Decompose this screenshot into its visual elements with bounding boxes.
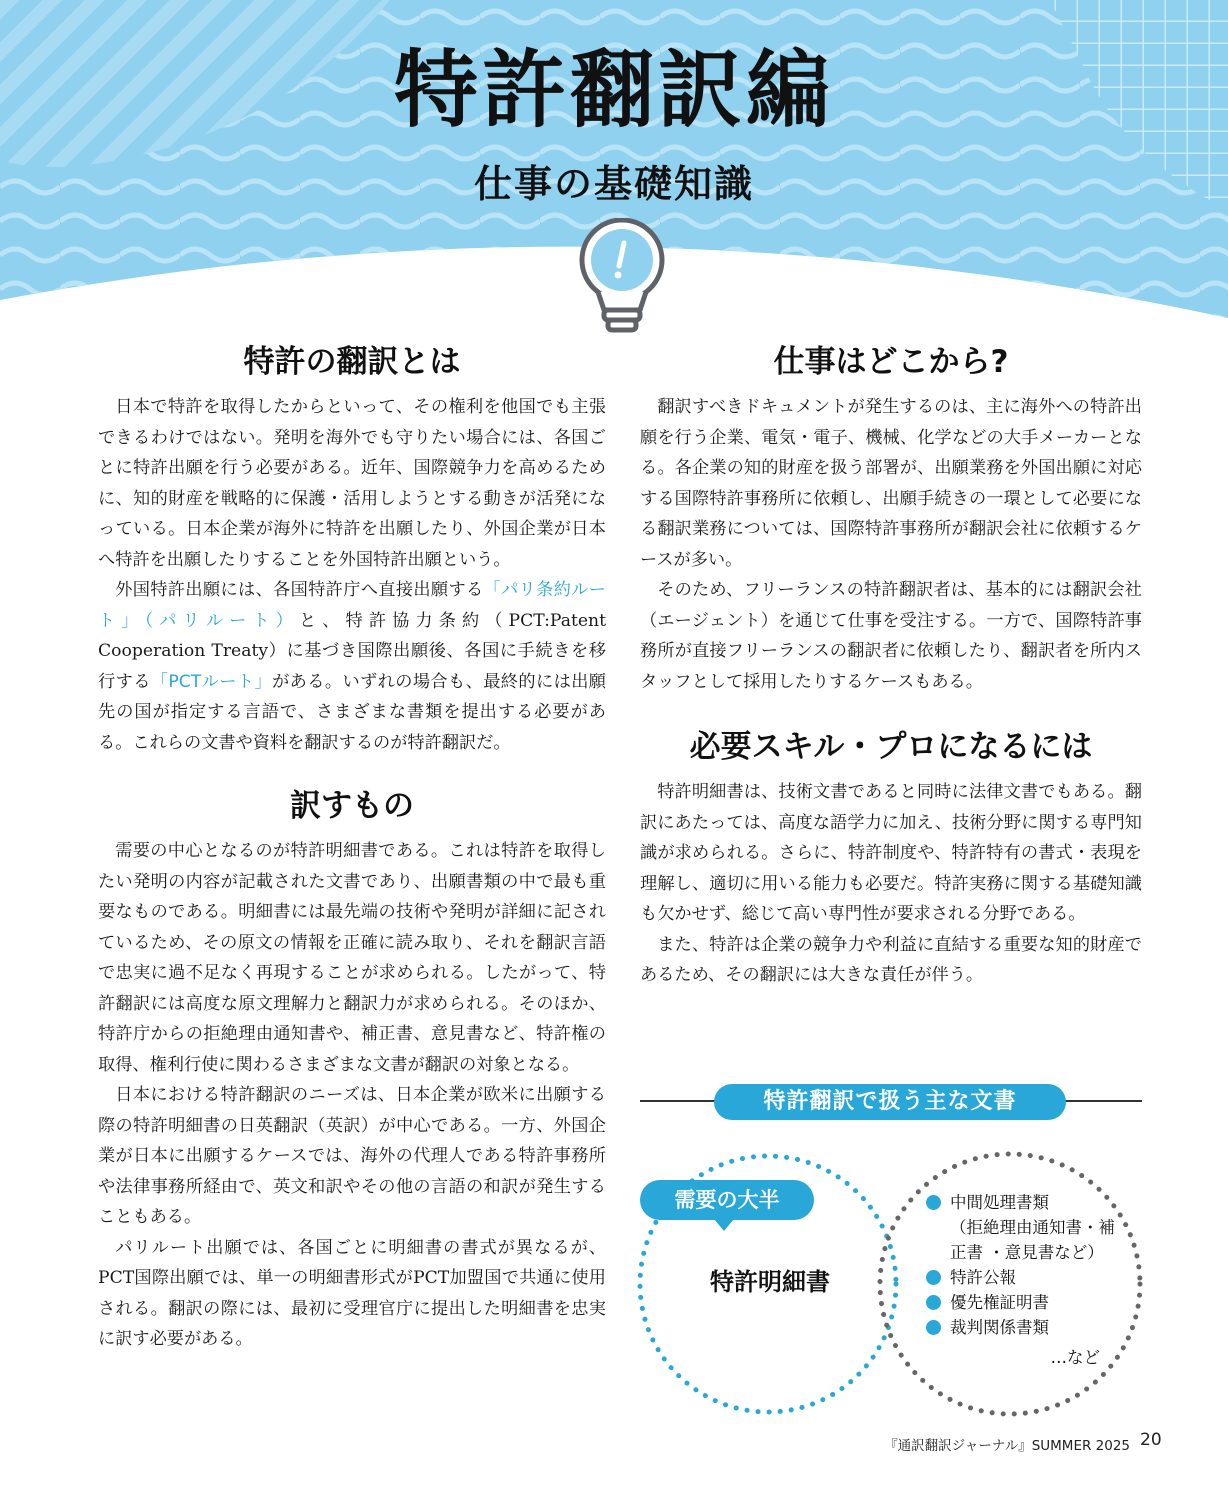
publication-footer: 『通訳翻訳ジャーナル』SUMMER 2025 [884,1438,1130,1454]
page-number: 20 [1140,1430,1162,1450]
paragraph-text: と、特許協力条約（PCT:Patent Cooperation Treaty）に基づき国際出願後、各国に手続きを移行する [98,610,607,692]
list-etc-note: …など [1050,1348,1100,1367]
list-item-sublabel: （拒絶理由通知書・補正書 ・意見書など） [950,1218,1115,1262]
section-heading: 必要スキル・プロになるには [689,729,1093,765]
main-document-label: 特許明細書 [710,1268,830,1296]
section-heading: 仕事はどこから? [773,344,1009,380]
paragraph-text: 外国特許出願には、各国特許庁へ直接出願する [115,580,484,601]
bullet-dot-icon [926,1295,941,1310]
paragraph: そのため、フリーランスの特許翻訳者は、基本的には翻訳会社（エージェント）を通じて仕事を受注する。一方で、国際特許事務所が直接フリーランスの翻訳者に依頼したり、翻訳者を所内スタッフとして採用したりするケースもある。 [640,580,1142,692]
section-about-patent-translation [98,342,606,758]
highlight-paris-route: 「パリ条約ルート」（パリルート） [98,580,606,631]
bullet-dot-icon [926,1270,941,1285]
paragraph: パリルート出願では、各国ごとに明細書の書式が異なるが、PCT国際出願では、単一の明細書形式がPCT加盟国で共通に使用される。翻訳の際には、最初に受理官庁に提出した明細書を忠実に訳す必要がある。 [98,1237,606,1350]
divider-line [1060,1100,1142,1102]
list-item-label: 優先権証明書 [950,1293,1049,1312]
list-item [926,1315,1126,1340]
page-title: 特許翻訳編 [393,41,834,139]
paragraph: また、特許は企業の競争力や利益に直結する重要な知的財産であるため、その翻訳には大きな責任が伴う。 [640,934,1142,986]
paragraph: 特許明細書は、技術文書であると同時に法律文書でもある。翻訳にあたっては、高度な語学力に加え、技術分野に関する専門知識が求められる。さらに、特許制度や、特許特有の書式・表現を理解し、適切に用いる能力も必要だ。特許実務に関する基礎知識も欠かせず、総じて高い専門性が要求される分野である。 [640,782,1142,925]
list-item-label: 裁判関係書類 [950,1318,1049,1337]
list-item [926,1190,1126,1265]
paragraph: 翻訳すべきドキュメントが発生するのは、主に海外への特許出願を行う企業、電気・電子、機械、化学などの大手メーカーとなる。各企業の知的財産を扱う部署が、出願業務を外国出願に対応する国際特許事務所に依頼し、出願手続きの一環として必要になる翻訳業務については、国際特許事務所が翻訳会社に依頼するケースが多い。 [640,397,1142,570]
paragraph [98,575,606,758]
paragraph-text: がある。いずれの場合も、最終的には出願先の国が指定する言語で、さまざまな書類を提出する必要がある。これらの文書や資料を翻訳するのが特許翻訳だ。 [98,671,606,753]
paragraph: 日本で特許を取得したからといって、その権利を他国でも主張できるわけではない。発明を海外でも守りたい場合には、各国ごとに特許出願を行う必要がある。近年、国際競争力を高めるために、知的財産を戦略的に保護・活用しようとする動きが活発になっている。日本企業が海外に特許を出願したり、外国企業が日本へ特許を出願したりすることを外国特許出願という。 [98,397,606,570]
section-heading: 訳すもの [290,788,414,824]
section-where-work-comes-from [640,342,1142,697]
list-item-label: 中間処理書類 [950,1193,1049,1212]
bullet-dot-icon [926,1195,941,1210]
divider-line [640,1100,720,1102]
list-item [926,1290,1126,1315]
highlight-pct-route: 「PCTルート」 [150,671,273,692]
section-what-to-translate [98,786,606,1355]
list-item [926,1265,1126,1290]
list-item-label: 特許公報 [950,1268,1016,1287]
page-subtitle: 仕事の基礎知識 [473,162,754,206]
lightbulb-icon [574,218,670,340]
document-list [926,1190,1126,1340]
documents-box-title: 特許翻訳で扱う主な文書 [714,1084,1066,1120]
bullet-dot-icon [926,1320,941,1335]
section-heading: 特許の翻訳とは [243,344,461,380]
paragraph: 日本における特許翻訳のニーズは、日本企業が欧米に出願する際の特許明細書の日英翻訳（英訳）が中心である。一方、外国企業が日本に出願するケースでは、海外の代理人である特許事務所や法律事務所経由で、英文和訳やその他の言語の和訳が発生することもある。 [98,1085,606,1228]
demand-majority-badge: 需要の大半 [640,1180,814,1220]
section-required-skills [640,727,1142,991]
paragraph: 需要の中心となるのが特許明細書である。これは特許を取得したい発明の内容が記載された文書であり、出願書類の中で最も重要なものである。明細書には最先端の技術や発明が詳細に記されているため、その原文の情報を正確に読み取り、それを翻訳言語で忠実に過不足なく再現することが求められる。したがって、特許翻訳には高度な原文理解力と翻訳力が求められる。そのほか、特許庁からの拒絶理由通知書や、補正書、意見書など、特許権の取得、権利行使に関わるさまざまな文書が翻訳の対象となる。 [98,841,606,1075]
